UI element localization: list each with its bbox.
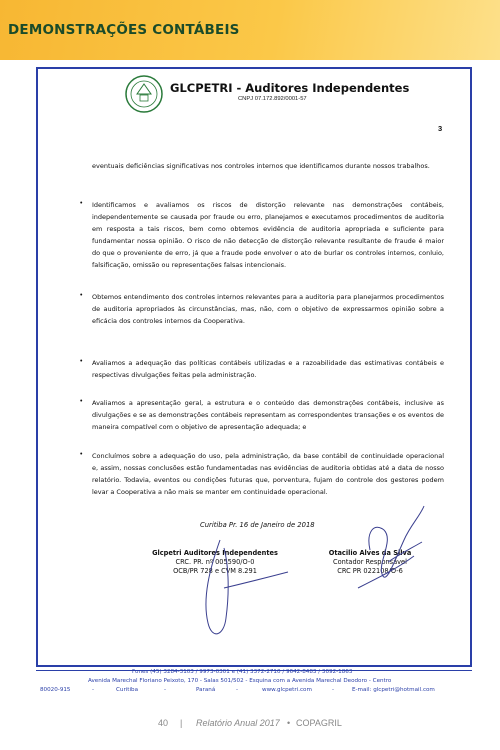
firm-name: GLCPETRI - Auditores Independentes bbox=[170, 81, 410, 95]
signatory-registration: OCB/PR 728 e CVM 8.291 bbox=[173, 567, 257, 575]
handwritten-signature-left bbox=[190, 528, 300, 648]
signatory-registration: CRC PR 022108/O-6 bbox=[337, 567, 403, 575]
report-title: Relatório Anual 2017 bbox=[196, 718, 280, 728]
bullet-marker: • bbox=[80, 292, 83, 299]
signatory-registration: CRC. PR. nº 005590/O-0 bbox=[175, 558, 255, 566]
page-footer-divider: | bbox=[180, 718, 183, 728]
signatory-role: Contador Responsável bbox=[333, 558, 407, 566]
bullet-marker: • bbox=[80, 200, 83, 207]
letter-footer-separator: - bbox=[92, 687, 95, 693]
bullet-marker: • bbox=[80, 451, 83, 458]
letter-page-number: 3 bbox=[438, 124, 443, 133]
bullet-paragraph: Identificamos e avaliamos os riscos de distorção relevante nas demonstrações contábeis, independentemente se causada por fraude ou erro, planejamos e executamos procedimentos de auditoria em resposta a tais riscos, bem como obtemos evidência de auditoria apropriada e suficiente para fundamentar nossa opinião. O risco de não detecção de distorção relevante resultante de fraude é maior do que o proveniente de erro, já que a fraude pode envolver o ato de burlar os controles internos, conluio, falsificação, omissão ou representações falsas intencionais. bbox=[92, 201, 444, 269]
intro-paragraph: eventuais deficiências significativas nos controles internos que identificamos durante nossos trabalhos. bbox=[92, 162, 430, 170]
bullet-paragraph: Avaliamos a apresentação geral, a estrutura e o conteúdo das demonstrações contábeis, inclusive as divulgações e se as demonstrações contábeis representam as correspondentes transações e os eventos de maneira compatível com o objetivo de apresentação adequada; e bbox=[92, 399, 444, 431]
letter-footer-cep: 80020-915 bbox=[40, 687, 71, 693]
letter-footer-phones: Fones (45) 3284-3103 / 9973-0301 e (41) 3372-2710 / 9642-8483 / 3092-1863 bbox=[132, 669, 353, 675]
page-footer-bullet: • bbox=[287, 718, 291, 728]
letter-footer-separator: - bbox=[236, 687, 239, 693]
bullet-paragraph: Obtemos entendimento dos controles internos relevantes para a auditoria para planejarmos procedimentos de auditoria apropriados às circunstâncias, mas, não, com o objetivo de expressarmos opinião sobre a eficácia dos controles internos da Cooperativa. bbox=[92, 293, 444, 325]
section-title: DEMONSTRAÇÕES CONTÁBEIS bbox=[8, 22, 240, 38]
letter-footer-separator: - bbox=[332, 687, 335, 693]
firm-logo-icon bbox=[124, 74, 164, 114]
signature-date: Curitiba Pr. 16 de Janeiro de 2018 bbox=[200, 521, 315, 529]
page-number: 40 bbox=[158, 718, 169, 728]
bullet-marker: • bbox=[80, 358, 83, 365]
letter-footer-separator: - bbox=[164, 687, 167, 693]
signatory-name: Otacilio Alves da Silva bbox=[328, 549, 412, 557]
letter-footer-email[interactable]: E-mail: glcpetri@hotmail.com bbox=[352, 687, 435, 693]
letter-footer-address: Avenida Marechal Floriano Peixoto, 170 - Salas 501/502 - Esquina com a Avenida Marechal Deodoro - Centro bbox=[88, 678, 392, 684]
firm-cnpj: CNPJ 07.172.892/0001-57 bbox=[238, 96, 307, 102]
letter-footer-city: Curitiba bbox=[116, 687, 139, 693]
brand-name: COPAGRIL bbox=[296, 718, 342, 728]
bullet-paragraph: Concluímos sobre a adequação do uso, pela administração, da base contábil de continuidade operacional e, assim, nossas conclusões estão fundamentadas nas evidências de auditoria obtidas até a data de nosso relatório. Todavia, eventos ou condições futuras que, porventura, fujam do controle dos gestores podem levar a Cooperativa a não mais se manter em continuidade operacional. bbox=[92, 452, 444, 496]
bullet-marker: • bbox=[80, 398, 83, 405]
letter-footer-website[interactable]: www.glcpetri.com bbox=[262, 687, 312, 693]
handwritten-signature-right bbox=[348, 492, 438, 602]
letter-footer-state: Paraná bbox=[196, 687, 216, 693]
bullet-paragraph: Avaliamos a adequação das políticas contábeis utilizadas e a razoabilidade das estimativas contábeis e respectivas divulgações feitas pela administração. bbox=[92, 359, 444, 379]
signatory-name: Glcpetri Auditores Independentes bbox=[152, 549, 278, 557]
